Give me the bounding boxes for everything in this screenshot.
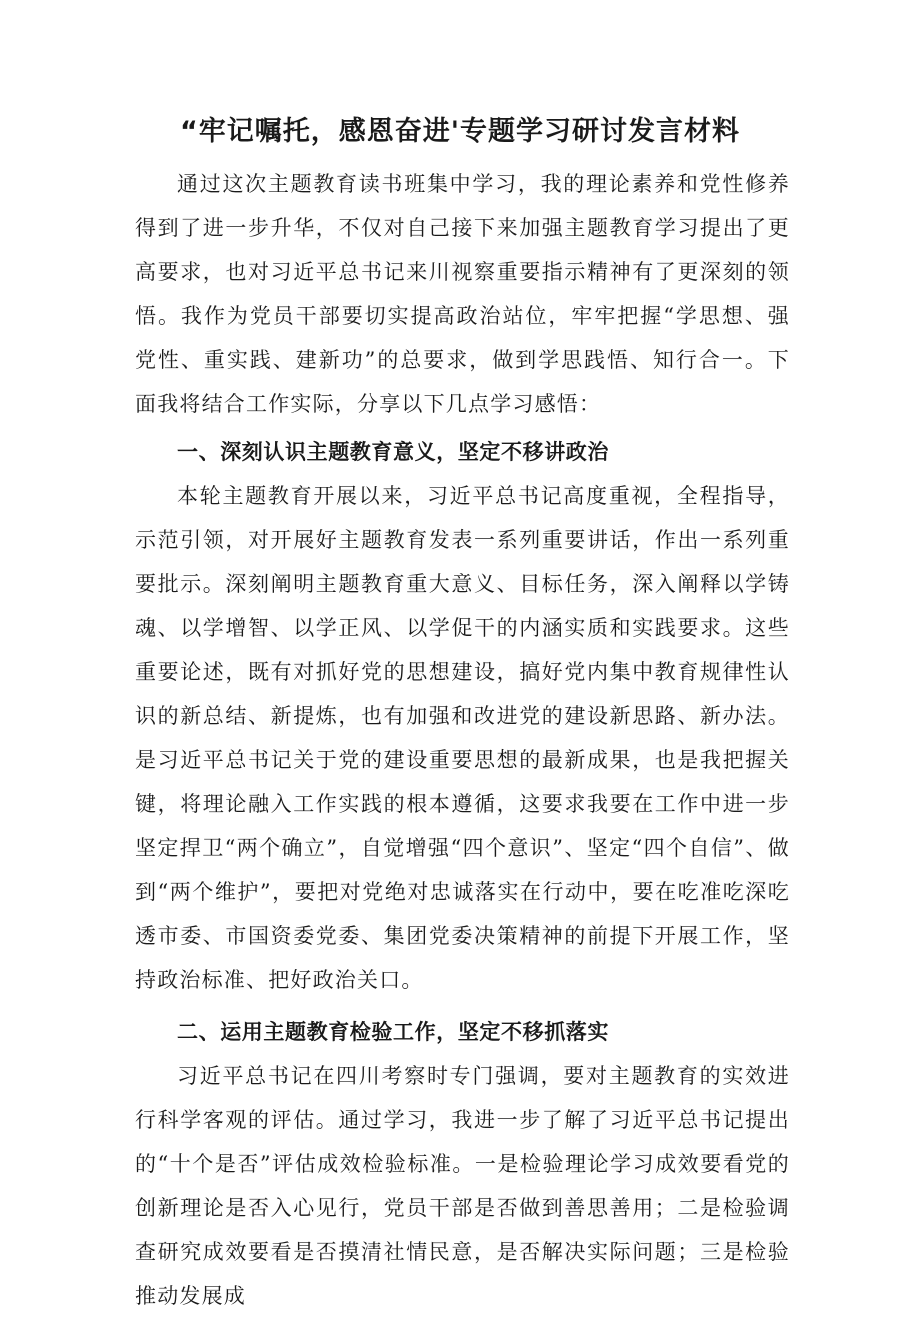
section-1-paragraph: 本轮主题教育开展以来，习近平总书记高度重视，全程指导，示范引领，对开展好主题教育发表一系列重要讲话，作出一系列重要批示。深刻阐明主题教育重大意义、目标任务，深入阐释以学铸魂、以学增智、以学正风、以学促干的内涵实质和实践要求。这些重要论述，既有对抓好党的思想建设，搞好党内集中教育规律性认识的新总结、新提炼，也有加强和改进党的建设新思路、新办法。是习近平总书记关于党的建设重要思想的最新成果，也是我把握关键，将理论融入工作实践的根本遵循，这要求我要在工作中进一步坚定捍卫“两个确立”，自觉增强“四个意识”、坚定“四个自信”、做到“两个维护”，要把对党绝对忠诚落实在行动中，要在吃准吃深吃透市委、市国资委党委、集团党委决策精神的前提下开展工作，坚持政治标准、把好政治关口。 xyxy=(135,484,790,992)
section-2-heading: 二、运用主题教育检验工作，坚定不移抓落实 xyxy=(177,1020,609,1044)
intro-paragraph: 通过这次主题教育读书班集中学习，我的理论素养和党性修养得到了进一步升华，不仅对自己接下来加强主题教育学习提出了更高要求，也对习近平总书记来川视察重要指示精神有了更深刻的领悟。我作为党员干部要切实提高政治站位，牢牢把握“学思想、强党性、重实践、建新功”的总要求，做到学思践悟、知行合一。下面我将结合工作实际，分享以下几点学习感悟： xyxy=(135,172,790,416)
document-body xyxy=(135,162,790,1318)
section-2-paragraph: 习近平总书记在四川考察时专门强调，要对主题教育的实效进行科学客观的评估。通过学习，我进一步了解了习近平总书记提出的“十个是否”评估成效检验标准。一是检验理论学习成效要看党的创新理论是否入心见行，党员干部是否做到善思善用；二是检验调查研究成效要看是否摸清社情民意，是否解决实际问题；三是检验推动发展成 xyxy=(135,1064,790,1308)
document-title: “牢记嘱托，感恩奋进'专题学习研讨发言材料 xyxy=(179,116,740,147)
section-1-heading: 一、深刻认识主题教育意义，坚定不移讲政治 xyxy=(177,440,609,464)
